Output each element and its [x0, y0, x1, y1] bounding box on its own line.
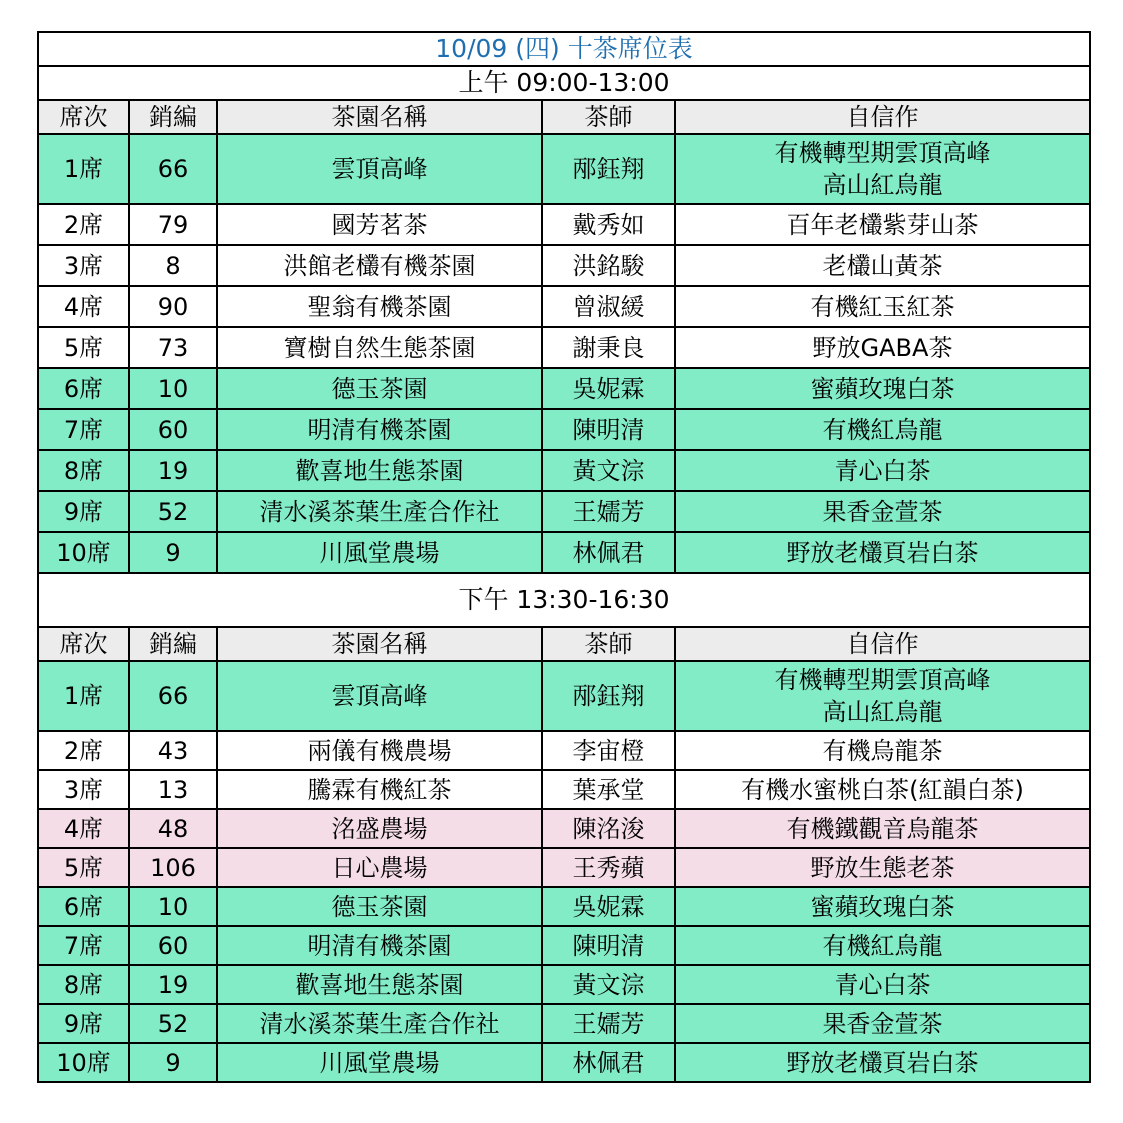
master-cell: 邴鈺翔	[542, 134, 675, 204]
seat-cell: 3席	[38, 245, 129, 286]
master-cell: 黃文淙	[542, 450, 675, 491]
table-row	[38, 286, 1090, 327]
number-cell: 9	[129, 1043, 217, 1082]
master-cell: 戴秀如	[542, 204, 675, 245]
number-cell: 60	[129, 409, 217, 450]
morning-session-label: 上午 09:00-13:00	[38, 66, 1090, 100]
tea-cell: 有機紅烏龍	[675, 409, 1090, 450]
number-cell: 79	[129, 204, 217, 245]
garden-cell: 日心農場	[217, 848, 542, 887]
table-row	[38, 809, 1090, 848]
seat-cell: 4席	[38, 286, 129, 327]
afternoon-session-row	[38, 573, 1090, 627]
header-garden: 茶園名稱	[217, 100, 542, 134]
garden-cell: 德玉茶園	[217, 887, 542, 926]
tea-cell: 有機轉型期雲頂高峰 高山紅烏龍	[675, 661, 1090, 731]
number-cell: 60	[129, 926, 217, 965]
table-row	[38, 1004, 1090, 1043]
tea-cell: 有機鐵觀音烏龍茶	[675, 809, 1090, 848]
garden-cell: 寶樹自然生態茶園	[217, 327, 542, 368]
table-row	[38, 887, 1090, 926]
master-cell: 王秀蘋	[542, 848, 675, 887]
tea-cell: 有機紅烏龍	[675, 926, 1090, 965]
seat-cell: 2席	[38, 731, 129, 770]
tea-cell: 野放GABA茶	[675, 327, 1090, 368]
table-row	[38, 770, 1090, 809]
tea-cell: 百年老欉紫芽山茶	[675, 204, 1090, 245]
header-number: 銷編	[129, 627, 217, 661]
number-cell: 19	[129, 450, 217, 491]
garden-cell: 川風堂農場	[217, 1043, 542, 1082]
table-row	[38, 731, 1090, 770]
morning-session-row	[38, 66, 1090, 100]
header-tea: 自信作	[675, 627, 1090, 661]
master-cell: 吳妮霖	[542, 887, 675, 926]
tea-cell: 有機烏龍茶	[675, 731, 1090, 770]
header-seat: 席次	[38, 100, 129, 134]
table-row	[38, 134, 1090, 204]
table-row	[38, 327, 1090, 368]
header-master: 茶師	[542, 627, 675, 661]
master-cell: 李宙橙	[542, 731, 675, 770]
header-seat: 席次	[38, 627, 129, 661]
table-row	[38, 926, 1090, 965]
seat-cell: 1席	[38, 134, 129, 204]
title-row	[38, 32, 1090, 66]
tea-cell: 果香金萱茶	[675, 1004, 1090, 1043]
tea-cell: 青心白茶	[675, 965, 1090, 1004]
garden-cell: 川風堂農場	[217, 532, 542, 573]
number-cell: 8	[129, 245, 217, 286]
garden-cell: 明清有機茶園	[217, 409, 542, 450]
table-row	[38, 532, 1090, 573]
tea-cell: 有機轉型期雲頂高峰 高山紅烏龍	[675, 134, 1090, 204]
tea-cell: 青心白茶	[675, 450, 1090, 491]
morning-header-row	[38, 100, 1090, 134]
table-row	[38, 450, 1090, 491]
number-cell: 48	[129, 809, 217, 848]
number-cell: 66	[129, 134, 217, 204]
master-cell: 謝秉良	[542, 327, 675, 368]
garden-cell: 洺盛農場	[217, 809, 542, 848]
tea-cell: 蜜蘋玫瑰白茶	[675, 887, 1090, 926]
table-row	[38, 245, 1090, 286]
tea-cell: 果香金萱茶	[675, 491, 1090, 532]
number-cell: 52	[129, 491, 217, 532]
tea-cell: 有機水蜜桃白茶(紅韻白茶)	[675, 770, 1090, 809]
seat-cell: 10席	[38, 1043, 129, 1082]
master-cell: 林佩君	[542, 532, 675, 573]
master-cell: 王嬬芳	[542, 1004, 675, 1043]
table-row	[38, 1043, 1090, 1082]
garden-cell: 清水溪茶葉生產合作社	[217, 1004, 542, 1043]
master-cell: 王嬬芳	[542, 491, 675, 532]
number-cell: 73	[129, 327, 217, 368]
seat-cell: 3席	[38, 770, 129, 809]
master-cell: 吳妮霖	[542, 368, 675, 409]
seat-cell: 7席	[38, 926, 129, 965]
master-cell: 曾淑緩	[542, 286, 675, 327]
seat-cell: 2席	[38, 204, 129, 245]
master-cell: 洪銘駿	[542, 245, 675, 286]
number-cell: 9	[129, 532, 217, 573]
number-cell: 10	[129, 368, 217, 409]
table-row	[38, 965, 1090, 1004]
seat-cell: 9席	[38, 1004, 129, 1043]
tea-cell: 蜜蘋玫瑰白茶	[675, 368, 1090, 409]
seat-cell: 6席	[38, 887, 129, 926]
master-cell: 黃文淙	[542, 965, 675, 1004]
number-cell: 43	[129, 731, 217, 770]
header-number: 銷編	[129, 100, 217, 134]
number-cell: 90	[129, 286, 217, 327]
number-cell: 10	[129, 887, 217, 926]
afternoon-header-row	[38, 627, 1090, 661]
master-cell: 葉承堂	[542, 770, 675, 809]
garden-cell: 國芳茗茶	[217, 204, 542, 245]
garden-cell: 清水溪茶葉生產合作社	[217, 491, 542, 532]
garden-cell: 明清有機茶園	[217, 926, 542, 965]
garden-cell: 騰霖有機紅茶	[217, 770, 542, 809]
afternoon-session-label: 下午 13:30-16:30	[38, 573, 1090, 627]
header-master: 茶師	[542, 100, 675, 134]
garden-cell: 雲頂高峰	[217, 134, 542, 204]
number-cell: 19	[129, 965, 217, 1004]
tea-cell: 野放生態老茶	[675, 848, 1090, 887]
number-cell: 13	[129, 770, 217, 809]
table-row	[38, 848, 1090, 887]
seat-cell: 5席	[38, 327, 129, 368]
master-cell: 陳明清	[542, 926, 675, 965]
tea-cell: 野放老欉頁岩白茶	[675, 1043, 1090, 1082]
tea-cell: 有機紅玉紅茶	[675, 286, 1090, 327]
table-row	[38, 661, 1090, 731]
master-cell: 陳明清	[542, 409, 675, 450]
master-cell: 林佩君	[542, 1043, 675, 1082]
number-cell: 52	[129, 1004, 217, 1043]
number-cell: 66	[129, 661, 217, 731]
header-tea: 自信作	[675, 100, 1090, 134]
table-row	[38, 491, 1090, 532]
seat-cell: 8席	[38, 450, 129, 491]
seat-cell: 4席	[38, 809, 129, 848]
seat-cell: 10席	[38, 532, 129, 573]
seat-cell: 5席	[38, 848, 129, 887]
garden-cell: 歡喜地生態茶園	[217, 450, 542, 491]
seat-cell: 1席	[38, 661, 129, 731]
number-cell: 106	[129, 848, 217, 887]
garden-cell: 歡喜地生態茶園	[217, 965, 542, 1004]
garden-cell: 聖翁有機茶園	[217, 286, 542, 327]
table-row	[38, 204, 1090, 245]
page-title: 10/09 (四) 十茶席位表	[38, 32, 1090, 66]
seat-cell: 9席	[38, 491, 129, 532]
garden-cell: 兩儀有機農場	[217, 731, 542, 770]
seating-table	[37, 31, 1091, 1083]
seat-cell: 8席	[38, 965, 129, 1004]
seat-cell: 7席	[38, 409, 129, 450]
table-row	[38, 409, 1090, 450]
master-cell: 邴鈺翔	[542, 661, 675, 731]
tea-cell: 野放老欉頁岩白茶	[675, 532, 1090, 573]
garden-cell: 雲頂高峰	[217, 661, 542, 731]
garden-cell: 洪館老欉有機茶園	[217, 245, 542, 286]
tea-cell: 老欉山黃茶	[675, 245, 1090, 286]
seat-cell: 6席	[38, 368, 129, 409]
garden-cell: 德玉茶園	[217, 368, 542, 409]
master-cell: 陳洺浚	[542, 809, 675, 848]
header-garden: 茶園名稱	[217, 627, 542, 661]
table-row	[38, 368, 1090, 409]
